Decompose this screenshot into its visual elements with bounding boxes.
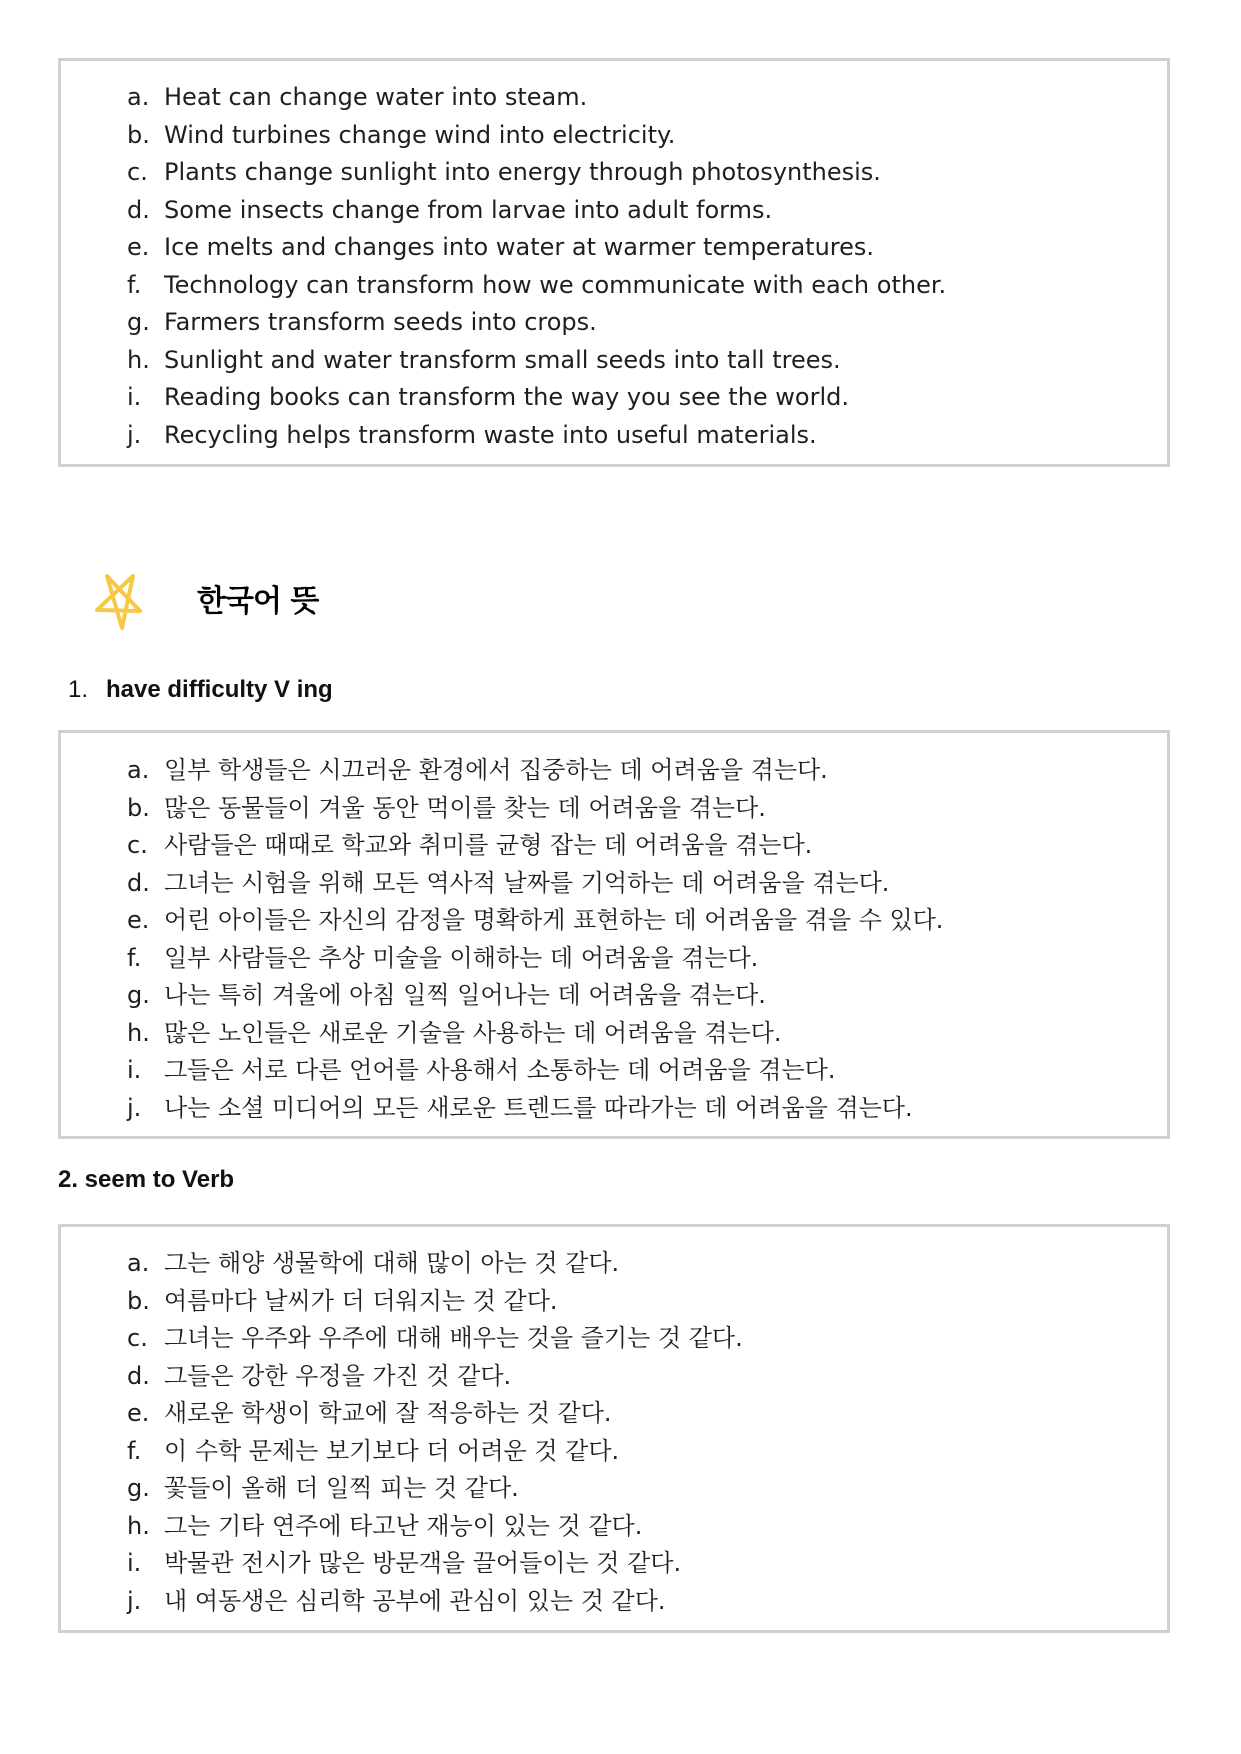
list-item-text: 꽃들이 올해 더 일찍 피는 것 같다.: [164, 1474, 519, 1502]
list-item-text: Ice melts and changes into water at warmer temperatures.: [164, 233, 875, 261]
list-item-marker: f.: [127, 270, 142, 299]
list-item-text: 그는 해양 생물학에 대해 많이 아는 것 같다.: [164, 1249, 620, 1277]
section-heading-seem-to: 2. seem to Verb: [58, 1166, 235, 1193]
list-item-text: Farmers transform seeds into crops.: [164, 308, 597, 336]
list-item-text: 그녀는 우주와 우주에 대해 배우는 것을 즐기는 것 같다.: [164, 1324, 743, 1352]
list-item-marker: a.: [127, 1249, 150, 1277]
section-heading-text: have difficulty V ing: [106, 676, 333, 703]
list-item-marker: g.: [127, 1474, 150, 1502]
section-title: 한국어 뜻: [197, 584, 319, 619]
list-item-text: Sunlight and water transform small seeds into tall trees.: [164, 345, 841, 374]
list-item-text: 그는 기타 연주에 타고난 재능이 있는 것 같다.: [164, 1511, 643, 1540]
sentence-box-english: [58, 58, 1170, 467]
list-item-text: 많은 동물들이 겨울 동안 먹이를 찾는 데 어려움을 겪는다.: [164, 793, 766, 822]
list-item-text: 박물관 전시가 많은 방문객을 끌어들이는 것 같다.: [164, 1549, 682, 1577]
list-item-text: 그들은 강한 우정을 가진 것 같다.: [164, 1361, 512, 1390]
list-item-marker: f.: [127, 943, 142, 972]
list-item-marker: c.: [127, 1324, 148, 1352]
list-item-marker: e.: [127, 233, 150, 261]
list-item-text: 많은 노인들은 새로운 기술을 사용하는 데 어려움을 겪는다.: [164, 1018, 782, 1047]
list-item-text: 새로운 학생이 학교에 잘 적응하는 것 같다.: [164, 1399, 612, 1427]
list-item-text: 나는 소셜 미디어의 모든 새로운 트렌드를 따라가는 데 어려움을 겪는다.: [164, 1093, 913, 1122]
list-item-text: 어린 아이들은 자신의 감정을 명확하게 표현하는 데 어려움을 겪을 수 있다.: [164, 906, 944, 934]
list-item-marker: j.: [127, 420, 142, 449]
list-item-marker: i.: [127, 1056, 142, 1084]
list-item-marker: d.: [127, 1361, 150, 1390]
list-item-marker: f.: [127, 1436, 142, 1465]
list-item-text: 그녀는 시험을 위해 모든 역사적 날짜를 기억하는 데 어려움을 겪는다.: [164, 868, 890, 897]
list-item-marker: h.: [127, 1018, 150, 1047]
list-item-text: Plants change sunlight into energy through photosynthesis.: [164, 158, 881, 186]
list-item-text: 일부 사람들은 추상 미술을 이해하는 데 어려움을 겪는다.: [164, 943, 759, 972]
section-heading-have-difficulty: [68, 676, 333, 704]
section-number: 1.: [68, 676, 89, 703]
list-item-text: Recycling helps transform waste into useful materials.: [164, 420, 817, 449]
list-item-marker: g.: [127, 308, 150, 336]
list-item-text: 나는 특히 겨울에 아침 일찍 일어나는 데 어려움을 겪는다.: [164, 981, 766, 1009]
list-item-text: 사람들은 때때로 학교와 취미를 균형 잡는 데 어려움을 겪는다.: [164, 831, 813, 859]
list-item-marker: e.: [127, 1399, 150, 1427]
sentence-box-have-difficulty: [58, 730, 1170, 1139]
list-item-marker: i.: [127, 383, 142, 411]
list-item-marker: j.: [127, 1586, 142, 1615]
star-icon: [93, 572, 147, 632]
list-item-marker: a.: [127, 83, 150, 111]
list-item-marker: c.: [127, 158, 148, 186]
list-item-text: Reading books can transform the way you see the world.: [164, 383, 850, 411]
list-item-text: Heat can change water into steam.: [164, 83, 588, 111]
list-item-text: 일부 학생들은 시끄러운 환경에서 집중하는 데 어려움을 겪는다.: [164, 756, 828, 784]
list-item-marker: b.: [127, 120, 150, 149]
list-item-text: 그들은 서로 다른 언어를 사용해서 소통하는 데 어려움을 겪는다.: [164, 1056, 836, 1084]
list-item-marker: h.: [127, 345, 150, 374]
list-item-text: 이 수학 문제는 보기보다 더 어려운 것 같다.: [164, 1436, 620, 1465]
list-item-marker: c.: [127, 831, 148, 859]
list-item-marker: e.: [127, 906, 150, 934]
list-item-marker: i.: [127, 1549, 142, 1577]
list-item-text: Wind turbines change wind into electricity.: [164, 120, 676, 149]
list-item-marker: g.: [127, 981, 150, 1009]
list-item-text: 여름마다 날씨가 더 더워지는 것 같다.: [164, 1286, 558, 1315]
list-item-marker: b.: [127, 1286, 150, 1315]
list-item-text: 내 여동생은 심리학 공부에 관심이 있는 것 같다.: [164, 1586, 666, 1615]
list-item-marker: h.: [127, 1511, 150, 1540]
list-item-marker: d.: [127, 195, 150, 224]
list-item-marker: b.: [127, 793, 150, 822]
sentence-box-seem-to: [58, 1224, 1170, 1633]
list-item-marker: j.: [127, 1093, 142, 1122]
list-item-marker: a.: [127, 756, 150, 784]
list-item-text: Technology can transform how we communicate with each other.: [164, 270, 947, 299]
list-item-text: Some insects change from larvae into adult forms.: [164, 195, 773, 224]
list-item-marker: d.: [127, 868, 150, 897]
